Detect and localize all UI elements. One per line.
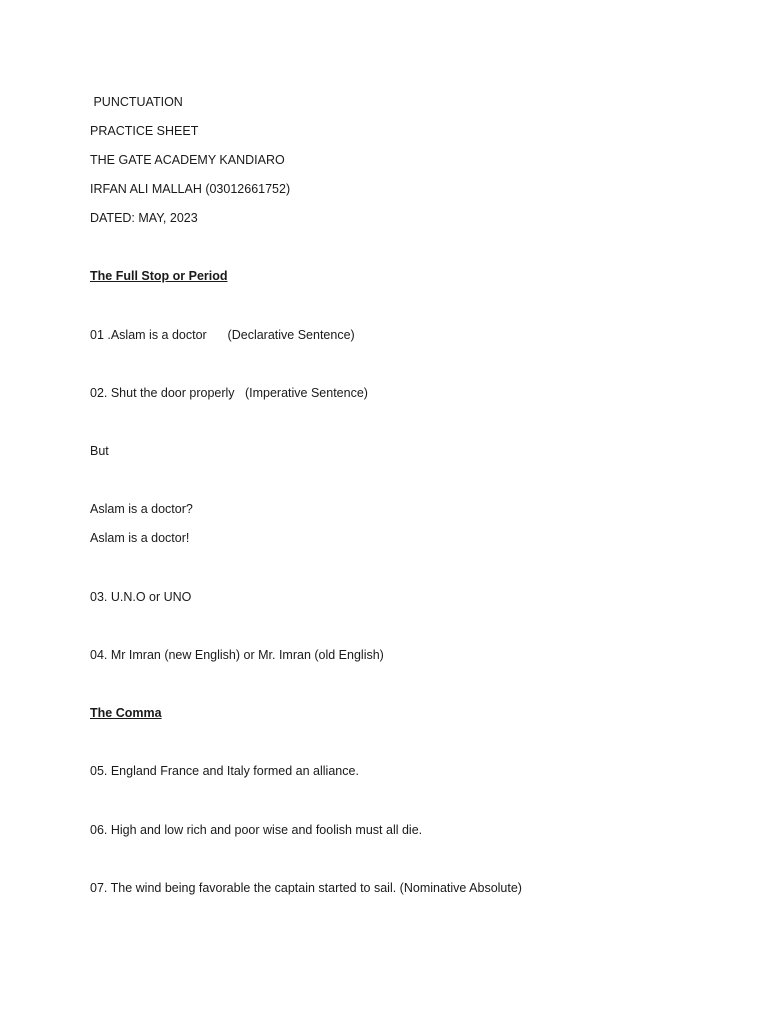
example-05: 05. England France and Italy formed an alliance. xyxy=(90,764,359,778)
document-subtitle: PRACTICE SHEET xyxy=(90,124,199,138)
example-07: 07. The wind being favorable the captain started to sail. (Nominative Absolute) xyxy=(90,881,522,895)
author-line: IRFAN ALI MALLAH (03012661752) xyxy=(90,182,291,196)
example-02: 02. Shut the door properly (Imperative Sentence) xyxy=(90,386,368,400)
example-exclaim: Aslam is a doctor! xyxy=(90,531,190,545)
academy-name: THE GATE ACADEMY KANDIARO xyxy=(90,153,285,167)
but-line: But xyxy=(90,444,109,458)
example-question: Aslam is a doctor? xyxy=(90,502,193,516)
section-heading-comma: The Comma xyxy=(90,706,162,720)
example-06: 06. High and low rich and poor wise and foolish must all die. xyxy=(90,823,423,837)
example-01: 01 .Aslam is a doctor (Declarative Sentence) xyxy=(90,328,355,342)
example-03: 03. U.N.O or UNO xyxy=(90,590,192,604)
example-04: 04. Mr Imran (new English) or Mr. Imran (old English) xyxy=(90,648,384,662)
section-heading-full-stop: The Full Stop or Period xyxy=(90,269,228,283)
document-title: PUNCTUATION xyxy=(90,95,183,109)
date-line: DATED: MAY, 2023 xyxy=(90,211,198,225)
